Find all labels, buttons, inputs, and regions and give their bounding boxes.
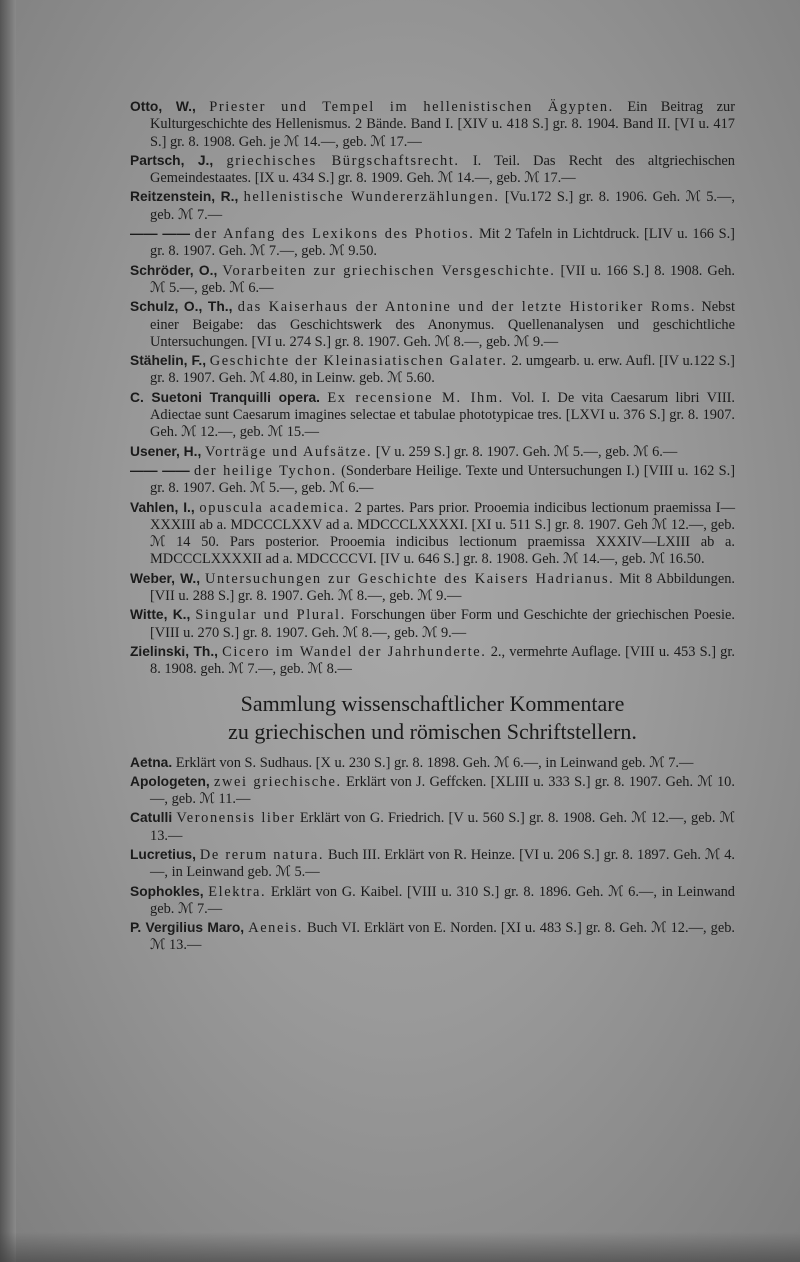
entry-author: P. Vergilius Maro, xyxy=(130,920,245,936)
entry-title: der heilige Tychon. xyxy=(194,462,337,479)
entry-author: Schröder, O., xyxy=(130,262,218,278)
entry-author: Weber, W., xyxy=(130,570,201,586)
catalog-entry xyxy=(130,809,735,845)
entry-title: das Kaiserhaus der Antonine und der letzte Historiker Roms. xyxy=(237,299,697,316)
entry-title: Veronensis liber xyxy=(176,810,296,827)
entry-author: Reitzenstein, R., xyxy=(130,189,239,205)
page-bottom-shadow xyxy=(0,1232,800,1262)
catalog-entry xyxy=(130,919,735,955)
entry-author: Partsch, J., xyxy=(130,152,214,168)
entry-details: 2. umgearb. u. erw. Aufl. [IV u.122 S.] gr. 8. 1907. Geh. ℳ 4.80, in Leinw. geb. ℳ 5.60. xyxy=(150,353,735,387)
entry-title: Aeneis. xyxy=(248,920,303,937)
entry-title: Untersuchungen zur Geschichte des Kaisers Hadrianus. xyxy=(204,570,615,587)
section-heading xyxy=(130,690,735,746)
page-edge-shadow xyxy=(0,0,16,1262)
entry-title: Cicero im Wandel der Jahrhunderte. xyxy=(222,643,487,660)
section-heading-line-2: zu griechischen und römischen Schriftstellern. xyxy=(228,718,637,744)
entry-title: zwei griechische. xyxy=(213,773,342,790)
catalog-entry xyxy=(130,570,735,606)
entry-author: —— —— xyxy=(130,226,190,242)
entry-author: Catulli xyxy=(130,810,173,826)
catalog-entry xyxy=(130,499,735,569)
entry-details: [VII u. 166 S.] 8. 1908. Geh. ℳ 5.—, geb. ℳ 6.— xyxy=(150,262,736,296)
entry-details: Erklärt von G. Kaibel. [VIII u. 310 S.] gr. 8. 1896. Geh. ℳ 6.—, in Leinwand geb. ℳ 7.— xyxy=(150,883,735,917)
entry-details: (Sonderbare Heilige. Texte und Untersuchungen I.) [VIII u. 162 S.] gr. 8. 1907. Geh. ℳ 5.—, geb. ℳ 6.— xyxy=(150,462,735,497)
entry-details: [Vu.172 S.] gr. 8. 1906. Geh. ℳ 5.—, geb. ℳ 7.— xyxy=(150,189,735,223)
commentary-entries xyxy=(130,754,735,955)
catalog-entry xyxy=(130,225,735,261)
entry-title: Elektra. xyxy=(208,883,267,900)
entry-author: Apologeten, xyxy=(130,773,210,789)
entry-details: [V u. 259 S.] gr. 8. 1907. Geh. ℳ 5.—, geb. ℳ 6.— xyxy=(375,443,678,460)
catalog-entry xyxy=(130,389,735,442)
catalog-entry xyxy=(130,754,735,772)
entry-title: Vorträge und Aufsätze. xyxy=(204,443,373,460)
entry-details: 2 partes. Pars prior. Prooemia indicibus lectionum praemissa I—XXXIII ab a. MDCCCLXXV ad a. MDCCCLXXXXI. [XI u. 511 S.] gr. 8. 1907. Geh ℳ 12.—, geb. ℳ 14 50. Pars posterior. Prooemia indicibus lectionum praemissa XXXIV—LXIII ab a. MDCCCLXXXXII ad a. MDCCCCVI. [IV u. 646 S.] gr. 8. 1908. Geh. ℳ 14.—, geb. ℳ 16.50. xyxy=(150,499,735,568)
entry-details: Vol. I. De vita Caesarum libri VIII. Adiectae sunt Caesarum imagines selectae et tabulae phototypicae tres. [LXVI u. 376 S.] gr. 8. 1907. Geh. ℳ 12.—, geb. ℳ 15.— xyxy=(150,389,735,441)
entry-title: griechisches Bürgschaftsrecht. xyxy=(226,152,460,169)
entry-details: Mit 8 Abbildungen. [VII u. 288 S.] gr. 8. 1907. Geh. ℳ 8.—, geb. ℳ 9.— xyxy=(150,570,735,605)
entry-details: Erklärt von J. Geffcken. [XLIII u. 333 S.] gr. 8. 1907. Geh. ℳ 10.—, geb. ℳ 11.— xyxy=(150,773,735,808)
publisher-catalog xyxy=(130,98,735,956)
entry-details: Forschungen über Form und Geschichte der griechischen Poesie. [VIII u. 270 S.] gr. 8. 1907. Geh. ℳ 8.—, geb. ℳ 9.— xyxy=(150,607,735,641)
entry-title: Priester und Tempel im hellenistischen Ägypten. xyxy=(209,99,614,115)
entry-author: Sophokles, xyxy=(130,883,204,899)
catalog-entries xyxy=(130,98,735,679)
entry-title: Vorarbeiten zur griechischen Versgeschichte. xyxy=(222,262,556,279)
catalog-entry xyxy=(130,98,735,151)
entry-details: I. Teil. Das Recht des altgriechischen Gemeindestaates. [IX u. 434 S.] gr. 8. 1909. Geh. ℳ 14.—, geb. ℳ 17.— xyxy=(150,152,735,187)
entry-details: Erklärt von S. Sudhaus. [X u. 230 S.] gr. 8. 1898. Geh. ℳ 6.—, in Leinwand geb. ℳ 7.— xyxy=(175,754,694,771)
catalog-entry xyxy=(130,262,735,298)
entry-author: Schulz, O., Th., xyxy=(130,299,233,315)
entry-title: De rerum natura. xyxy=(199,846,325,863)
catalog-entry xyxy=(130,352,735,388)
catalog-entry xyxy=(130,152,735,188)
entry-title: Geschichte der Kleinasiatischen Galater. xyxy=(209,353,508,370)
entry-author: Zielinski, Th., xyxy=(130,643,218,659)
entry-details: Ein Beitrag zur Kulturgeschichte des Hellenismus. 2 Bände. Band I. [XIV u. 418 S.] gr. 8. 1904. Band II. [VI u. 417 S.] gr. 8. 1908. Geh. je ℳ 14.—, geb. ℳ 17.— xyxy=(150,99,735,150)
catalog-entry xyxy=(130,883,735,919)
entry-author: —— —— xyxy=(130,462,190,478)
entry-title: Ex recensione M. Ihm. xyxy=(327,389,504,406)
entry-title: der Anfang des Lexikons des Photios. xyxy=(194,226,475,243)
catalog-entry xyxy=(130,462,735,498)
entry-author: Stähelin, F., xyxy=(130,353,207,369)
catalog-entry xyxy=(130,298,735,351)
entry-details: Nebst einer Beigabe: das Geschichtswerk des Anonymus. Quellenanalysen und geschichtliche Untersuchungen. [VI u. 274 S.] gr. 8. 1907. Geh. ℳ 8.—, geb. ℳ 9.— xyxy=(150,299,735,350)
entry-author: Usener, H., xyxy=(130,443,202,459)
catalog-entry xyxy=(130,643,735,679)
entry-author: Witte, K., xyxy=(130,607,191,623)
entry-title: hellenistische Wundererzählungen. xyxy=(243,189,500,206)
entry-author: Otto, W., xyxy=(130,99,196,114)
entry-title: Singular und Plural. xyxy=(195,607,346,624)
entry-author: Lucretius, xyxy=(130,846,196,862)
section-heading-line-1: Sammlung wissenschaftlicher Kommentare xyxy=(240,690,625,716)
entry-details: Buch III. Erklärt von R. Heinze. [VI u. 206 S.] gr. 8. 1897. Geh. ℳ 4.—, in Leinwand geb. ℳ 5.— xyxy=(150,846,735,881)
entry-details: Buch VI. Erklärt von E. Norden. [XI u. 483 S.] gr. 8. Geh. ℳ 12.—, geb. ℳ 13.— xyxy=(150,920,735,954)
entry-author: C. Suetoni Tranquilli opera. xyxy=(130,389,320,405)
entry-details: Erklärt von G. Friedrich. [V u. 560 S.] gr. 8. 1908. Geh. ℳ 12.—, geb. ℳ 13.— xyxy=(150,810,735,844)
entry-details: Mit 2 Tafeln in Lichtdruck. [LIV u. 166 S.] gr. 8. 1907. Geh. ℳ 7.—, geb. ℳ 9.50. xyxy=(150,226,735,260)
entry-author: Aetna. xyxy=(130,754,173,770)
entry-title: opuscula academica. xyxy=(199,499,350,516)
catalog-entry xyxy=(130,606,735,642)
entry-details: 2., vermehrte Auflage. [VIII u. 453 S.] gr. 8. 1908. geh. ℳ 7.—, geb. ℳ 8.— xyxy=(150,643,735,678)
catalog-entry xyxy=(130,443,735,461)
catalog-entry xyxy=(130,773,735,809)
catalog-entry xyxy=(130,188,735,224)
catalog-entry xyxy=(130,846,735,882)
entry-author: Vahlen, I., xyxy=(130,499,195,515)
